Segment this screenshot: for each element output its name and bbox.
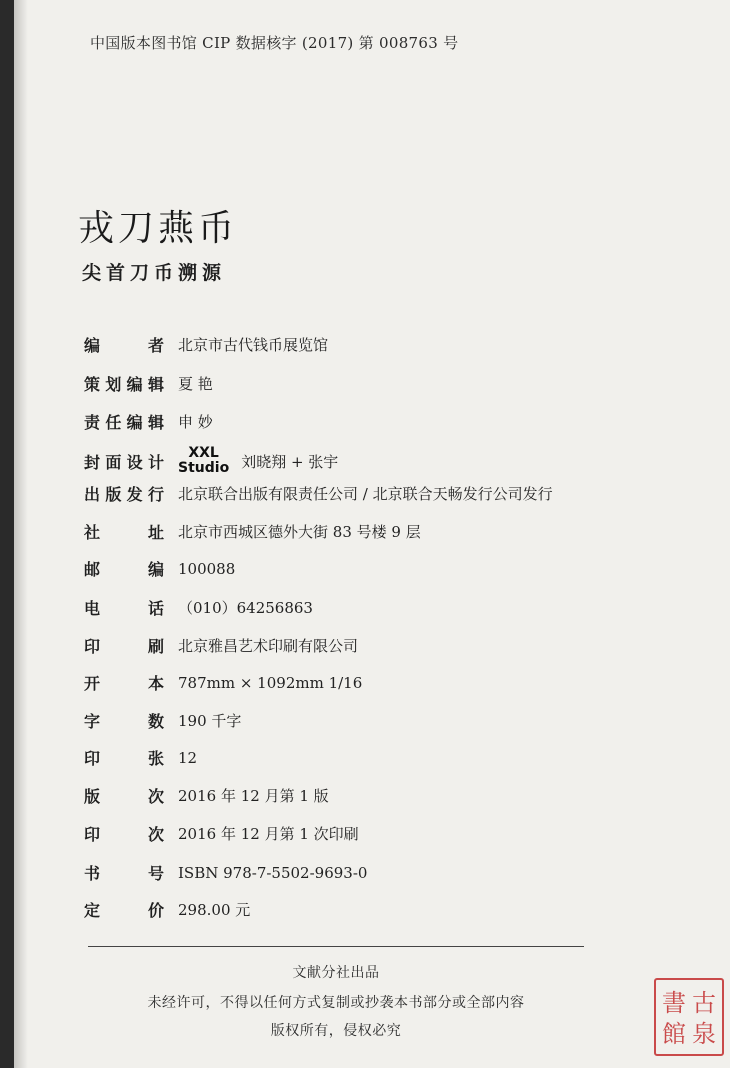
value-format: 787mm × 1092mm 1/16	[178, 673, 363, 692]
label-char: 话	[147, 599, 164, 618]
row-editor	[84, 333, 328, 356]
label-printer	[84, 634, 164, 657]
label-char: 号	[147, 864, 164, 883]
label-isbn	[84, 861, 164, 884]
label-char: 印	[84, 749, 101, 768]
value-price: 298.00 元	[178, 901, 251, 919]
label-printing	[84, 822, 164, 845]
logo-line-2: Studio	[178, 460, 230, 476]
label-word-count	[84, 709, 164, 732]
row-edition	[84, 784, 329, 807]
label-char: 字	[84, 712, 101, 731]
label-char: 刷	[147, 637, 164, 656]
label-postcode	[84, 557, 164, 580]
value-printer: 北京雅昌艺术印刷有限公司	[178, 637, 359, 655]
seal-graphic	[656, 980, 722, 1054]
seal-char-4: 館	[662, 1020, 686, 1048]
label-editor	[84, 333, 164, 356]
value-postcode: 100088	[178, 559, 236, 578]
label-char: 出	[84, 485, 101, 504]
row-isbn	[84, 861, 367, 884]
label-char: 次	[147, 787, 164, 806]
label-char: 辑	[147, 413, 164, 432]
label-char: 编	[84, 336, 101, 355]
label-char: 行	[147, 485, 164, 504]
label-char: 面	[105, 452, 122, 472]
row-price	[84, 898, 250, 921]
label-publisher	[84, 482, 164, 505]
label-char: 印	[84, 637, 101, 656]
label-char: 定	[84, 901, 101, 920]
row-planning-editor	[84, 372, 213, 395]
label-char: 次	[147, 825, 164, 844]
label-char: 址	[147, 523, 164, 542]
label-char: 书	[84, 864, 101, 883]
value-word-count: 190 千字	[178, 712, 242, 730]
label-char: 电	[84, 599, 101, 618]
row-format	[84, 671, 362, 694]
value-isbn: ISBN 978-7-5502-9693-0	[178, 863, 368, 882]
label-char: 数	[147, 712, 164, 731]
label-char: 策	[84, 375, 101, 394]
footer-branch: 文献分社出品	[292, 965, 380, 981]
label-char: 划	[105, 375, 122, 394]
label-cover-design	[84, 450, 164, 473]
row-printer	[84, 634, 358, 657]
label-char: 责	[84, 413, 101, 432]
label-price	[84, 898, 164, 921]
book-subtitle: 尖首刀币溯源	[82, 262, 227, 284]
seal-char-2: 泉	[692, 1020, 716, 1048]
label-char: 编	[126, 413, 143, 432]
label-sheets	[84, 746, 164, 769]
label-planning-editor	[84, 372, 164, 395]
book-page	[14, 0, 730, 1068]
row-publisher	[84, 482, 553, 505]
label-phone	[84, 596, 164, 619]
row-word-count	[84, 709, 241, 732]
value-printing: 2016 年 12 月第 1 次印刷	[178, 825, 359, 843]
label-char: 印	[84, 825, 101, 844]
row-address	[84, 520, 421, 543]
value-planning-editor: 夏 艳	[178, 375, 213, 393]
value-edition: 2016 年 12 月第 1 版	[178, 787, 329, 805]
seal-char-1: 古	[692, 989, 716, 1017]
label-address	[84, 520, 164, 543]
label-char: 设	[126, 452, 143, 472]
value-cover-design: 刘晓翔 + 张宇	[241, 452, 339, 471]
label-char: 版	[84, 787, 101, 806]
row-printing	[84, 822, 359, 845]
label-edition	[84, 784, 164, 807]
value-phone: （010）64256863	[178, 599, 313, 617]
label-char: 张	[147, 749, 164, 768]
label-char: 编	[147, 560, 164, 579]
label-char: 价	[147, 901, 164, 920]
label-char: 任	[105, 413, 122, 432]
footer-rights: 版权所有，侵权必究	[270, 1023, 402, 1039]
value-publisher: 北京联合出版有限责任公司 / 北京联合天畅发行公司发行	[178, 485, 553, 503]
label-char: 邮	[84, 560, 101, 579]
footer-divider	[88, 946, 584, 947]
row-responsible-editor	[84, 410, 213, 433]
label-char: 发	[126, 485, 143, 504]
row-postcode	[84, 557, 235, 580]
label-char: 编	[126, 375, 143, 394]
value-address: 北京市西城区德外大街 83 号楼 9 层	[178, 523, 421, 541]
seal-char-3: 書	[662, 989, 686, 1017]
value-responsible-editor: 申 妙	[178, 413, 213, 431]
logo-line-1: XXL	[188, 445, 219, 461]
label-char: 社	[84, 523, 101, 542]
footer-notice: 未经许可，不得以任何方式复制或抄袭本书部分或全部内容	[147, 995, 525, 1011]
row-sheets	[84, 746, 197, 769]
value-editor: 北京市古代钱币展览馆	[178, 336, 329, 354]
library-seal-stamp	[654, 978, 724, 1056]
label-format	[84, 671, 164, 694]
label-char: 辑	[147, 375, 164, 394]
row-phone	[84, 596, 313, 619]
cip-data-line: 中国版本图书馆 CIP 数据核字 (2017) 第 008763 号	[90, 34, 459, 52]
label-responsible-editor	[84, 410, 164, 433]
label-char: 本	[147, 674, 164, 693]
book-title: 戎刀燕币	[78, 208, 239, 249]
xxl-studio-logo	[178, 446, 229, 476]
label-char: 者	[147, 336, 164, 355]
label-char: 开	[84, 674, 101, 693]
label-char: 封	[84, 452, 101, 472]
value-sheets: 12	[178, 748, 198, 767]
row-cover-design	[84, 446, 338, 476]
label-char: 计	[147, 452, 164, 472]
label-char: 版	[105, 485, 122, 504]
